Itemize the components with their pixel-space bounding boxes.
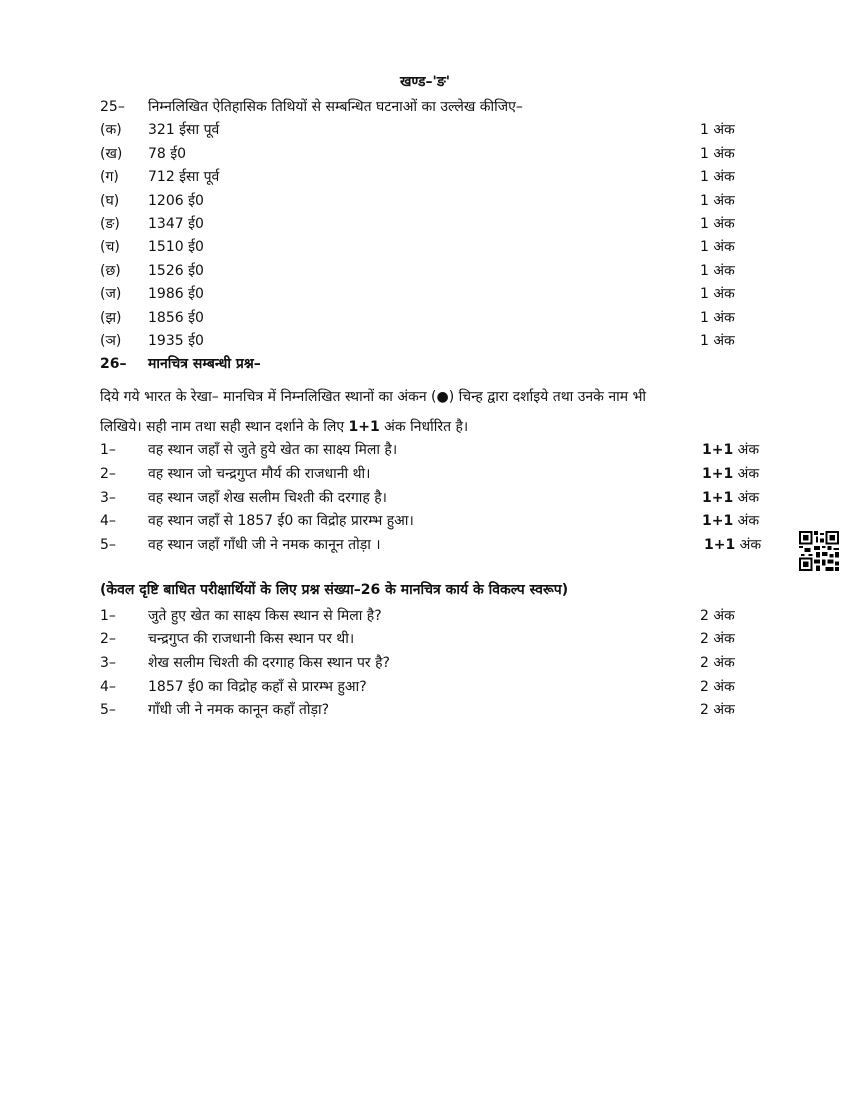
item-marks: 1 अंक — [700, 263, 735, 279]
question-number: 26– — [100, 356, 127, 372]
q25-header — [0, 96, 850, 118]
q26-instruction — [100, 382, 790, 442]
item-marks: 1 अंक — [700, 310, 735, 326]
list-item — [0, 260, 850, 282]
list-item — [0, 213, 850, 235]
item-marks: 1 अंक — [700, 333, 735, 349]
item-text: शेख सलीम चिश्ती की दरगाह किस स्थान पर है? — [148, 655, 390, 671]
list-item — [0, 510, 850, 532]
list-item — [0, 236, 850, 258]
instruction-text: लिखिये। सही नाम तथा सही स्थान दर्शाने के लिए — [100, 419, 349, 435]
q26-header — [0, 353, 850, 375]
item-text: वह स्थान जहाँ गाँधी जी ने नमक कानून तोड़ा । — [148, 537, 381, 553]
marks-unit: अंक — [733, 490, 760, 506]
item-label: 4– — [100, 679, 116, 695]
list-item — [0, 463, 850, 485]
item-label: (च) — [100, 239, 120, 255]
item-label: 3– — [100, 655, 116, 671]
qr-code-icon — [799, 531, 839, 571]
instruction-line-1: दिये गये भारत के रेखा– मानचित्र में निम्नलिखित स्थानों का अंकन (●) चिन्ह द्वारा दर्शाइये तथा उनके नाम भी — [100, 389, 647, 405]
item-text: चन्द्रगुप्त की राजधानी किस स्थान पर थी। — [148, 631, 355, 647]
item-marks — [702, 439, 759, 461]
marks-value: 1+1 — [702, 466, 734, 482]
item-marks — [702, 487, 759, 509]
marks-unit: अंक — [733, 466, 760, 482]
marks-value: 1+1 — [702, 442, 734, 458]
item-marks — [702, 510, 759, 532]
marks-value: 1+1 — [702, 490, 734, 506]
item-text: 1510 ई0 — [148, 239, 204, 255]
item-text: गाँधी जी ने नमक कानून कहाँ तोड़ा? — [148, 702, 330, 718]
marks-unit: अंक — [733, 442, 760, 458]
item-text: 78 ई0 — [148, 146, 187, 162]
item-text: 1347 ई0 — [148, 216, 204, 232]
item-text: 1986 ई0 — [148, 286, 204, 302]
item-text: वह स्थान जहाँ से जुते हुये खेत का साक्ष्य मिला है। — [148, 442, 398, 458]
item-marks: 1 अंक — [700, 286, 735, 302]
list-item — [0, 143, 850, 165]
item-label: 3– — [100, 490, 116, 506]
item-label: (क) — [100, 122, 122, 138]
item-marks — [704, 534, 761, 556]
item-text: 1935 ई0 — [148, 333, 204, 349]
item-text: 712 ईसा पूर्व — [148, 169, 220, 185]
item-marks: 1 अंक — [700, 146, 735, 162]
instruction-line-2 — [100, 412, 790, 442]
list-item — [0, 699, 850, 721]
item-marks: 1 अंक — [700, 122, 735, 138]
item-label: 5– — [100, 702, 116, 718]
list-item — [0, 439, 850, 461]
list-item — [0, 628, 850, 650]
item-label: 1– — [100, 442, 116, 458]
item-marks: 2 अंक — [700, 655, 735, 671]
item-marks — [702, 463, 759, 485]
list-item — [0, 605, 850, 627]
item-text: 1206 ई0 — [148, 193, 204, 209]
item-label: 1– — [100, 608, 116, 624]
item-text: वह स्थान जहाँ से 1857 ई0 का विद्रोह प्रारम्भ हुआ। — [148, 513, 414, 529]
alternative-note: (केवल दृष्टि बाधित परीक्षार्थियों के लिए प्रश्न संख्या–26 के मानचित्र कार्य के विकल्प स्वरूप) — [100, 582, 569, 598]
item-label: (ङ) — [100, 216, 120, 232]
marks-value: 1+1 — [702, 513, 734, 529]
list-item — [0, 330, 850, 352]
item-label: (ख) — [100, 146, 123, 162]
marks-unit: अंक — [733, 513, 760, 529]
item-text: वह स्थान जो चन्द्रगुप्त मौर्य की राजधानी थी। — [148, 466, 371, 482]
item-text: 1857 ई0 का विद्रोह कहाँ से प्रारम्भ हुआ? — [148, 679, 367, 695]
item-marks: 1 अंक — [700, 216, 735, 232]
marks-value: 1+1 — [704, 537, 736, 553]
list-item — [0, 534, 850, 556]
list-item — [0, 676, 850, 698]
item-marks: 1 अंक — [700, 169, 735, 185]
section-title: खण्ड–'ङ' — [399, 74, 451, 90]
item-marks: 2 अंक — [700, 608, 735, 624]
item-label: (झ) — [100, 310, 122, 326]
item-label: (ग) — [100, 169, 119, 185]
list-item — [0, 119, 850, 141]
item-label: 4– — [100, 513, 116, 529]
item-text: 321 ईसा पूर्व — [148, 122, 220, 138]
item-marks: 1 अंक — [700, 239, 735, 255]
item-label: 2– — [100, 631, 116, 647]
list-item — [0, 166, 850, 188]
item-text: 1856 ई0 — [148, 310, 204, 326]
list-item — [0, 307, 850, 329]
item-text: वह स्थान जहाँ शेख सलीम चिश्ती की दरगाह है। — [148, 490, 387, 506]
list-item — [0, 190, 850, 212]
item-marks: 1 अंक — [700, 193, 735, 209]
instruction-text-end: अंक निर्धारित है। — [379, 419, 469, 435]
item-label: (ञ) — [100, 333, 122, 349]
item-marks: 2 अंक — [700, 679, 735, 695]
marks-unit: अंक — [735, 537, 762, 553]
list-item — [0, 283, 850, 305]
item-label: 5– — [100, 537, 116, 553]
instruction-marks: 1+1 — [348, 419, 380, 435]
item-label: (ज) — [100, 286, 122, 302]
list-item — [0, 652, 850, 674]
question-text: निम्नलिखित ऐतिहासिक तिथियों से सम्बन्धित घटनाओं का उल्लेख कीजिए– — [148, 99, 523, 115]
item-label: (छ) — [100, 263, 121, 279]
item-marks: 2 अंक — [700, 631, 735, 647]
item-text: जुते हुए खेत का साक्ष्य किस स्थान से मिला है? — [148, 608, 382, 624]
question-title: मानचित्र सम्बन्धी प्रश्न– — [148, 356, 261, 372]
item-label: 2– — [100, 466, 116, 482]
item-text: 1526 ई0 — [148, 263, 204, 279]
list-item — [0, 487, 850, 509]
question-number: 25– — [100, 99, 125, 115]
item-label: (घ) — [100, 193, 120, 209]
item-marks: 2 अंक — [700, 702, 735, 718]
